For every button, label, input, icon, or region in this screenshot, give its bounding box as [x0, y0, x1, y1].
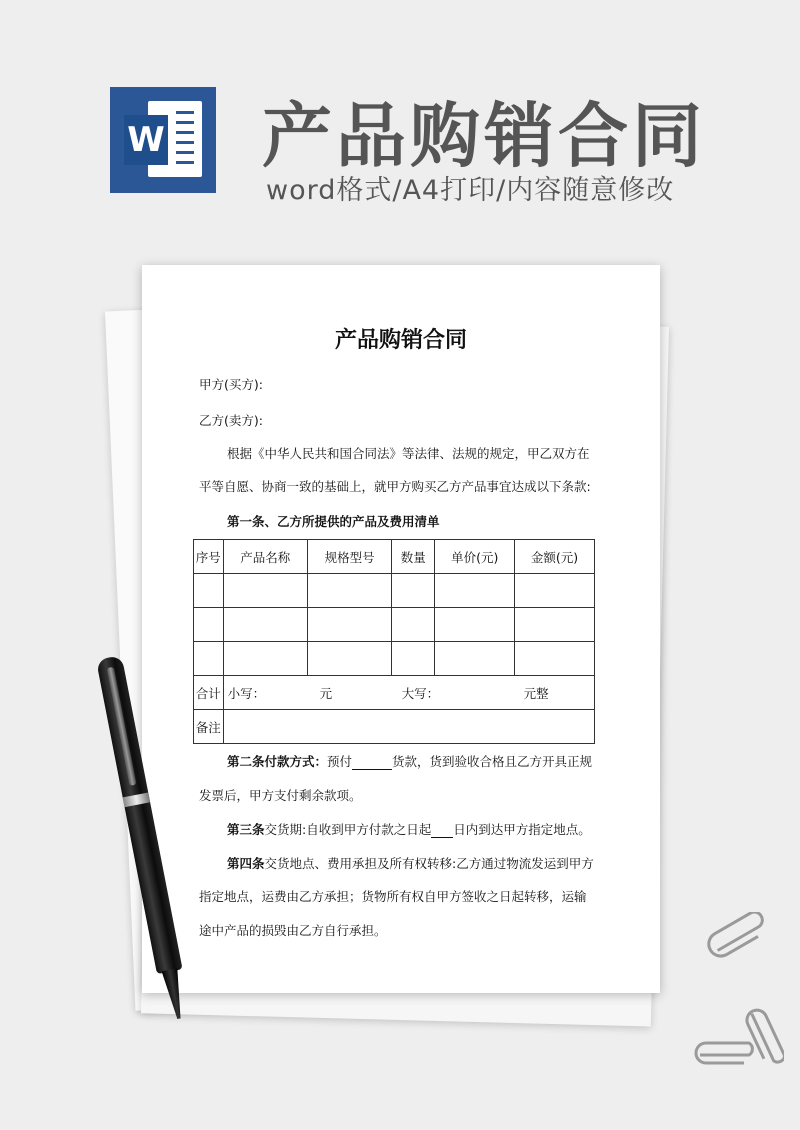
big-amount-label: 大写：	[401, 685, 440, 701]
table-header-cell: 产品名称	[223, 540, 307, 574]
table-header-cell: 金额(元)	[515, 540, 595, 574]
big-amount-unit: 元整	[523, 685, 549, 701]
total-label: 合计	[194, 676, 224, 710]
blank-line	[431, 822, 453, 838]
article-4-heading: 第四条	[227, 856, 265, 871]
product-table	[193, 539, 595, 744]
buyer-line: 甲方(买方):	[199, 377, 263, 392]
table-row	[194, 608, 595, 642]
article-4-line-3: 途中产品的损毁由乙方自行承担。	[199, 923, 387, 938]
contract-page	[142, 265, 660, 993]
intro-line-1: 根据《中华人民共和国合同法》等法律、法规的规定，甲乙双方在	[227, 446, 590, 461]
table-header-cell: 单价(元)	[435, 540, 515, 574]
blank-line	[352, 754, 392, 770]
page-title: 产品购销合同	[262, 95, 706, 177]
article-2-text-b: 货款，货到验收合格且乙方开具正规	[392, 754, 593, 769]
article-4-text: 交货地点、费用承担及所有权转移:乙方通过物流发运到甲方	[264, 856, 594, 871]
article-4-line-1	[227, 854, 594, 872]
word-letter-icon: W	[124, 115, 168, 165]
remark-cell	[223, 710, 594, 744]
total-row	[194, 676, 595, 710]
table-header-cell: 数量	[392, 540, 435, 574]
remark-label: 备注	[194, 710, 224, 744]
paperclip-icon	[744, 1005, 784, 1075]
intro-line-2: 平等自愿、协商一致的基础上，就甲方购买乙方产品事宜达成以下条款:	[199, 479, 591, 494]
contract-title: 产品购销合同	[334, 328, 467, 353]
seller-line: 乙方(卖方):	[199, 413, 263, 428]
article-3-text-a: 交货期:自收到甲方付款之日起	[264, 822, 432, 837]
word-logo	[110, 87, 216, 193]
table-header-row	[194, 540, 595, 574]
small-amount-label: 小写：	[227, 685, 266, 701]
page-subtitle: word格式/A4打印/内容随意修改	[266, 175, 675, 206]
table-row	[194, 642, 595, 676]
table-header-cell: 序号	[194, 540, 224, 574]
article-3-text-b: 日内到达甲方指定地点。	[453, 822, 591, 837]
article-2-text-a: 预付	[327, 754, 353, 769]
small-amount-unit: 元	[319, 685, 333, 701]
remark-row	[194, 710, 595, 744]
table-header-cell: 规格型号	[307, 540, 391, 574]
paperclip-icon	[706, 912, 776, 962]
article-2-line-2: 发票后，甲方支付剩余款项。	[199, 788, 362, 803]
article-3-line	[227, 820, 591, 838]
article-2-line-1	[227, 752, 592, 770]
article-3-heading: 第三条	[227, 822, 265, 837]
article-2-heading: 第二条付款方式：	[227, 754, 328, 769]
article-1-heading: 第一条、乙方所提供的产品及费用清单	[227, 514, 440, 529]
article-4-line-2: 指定地点，运费由乙方承担；货物所有权自甲方签收之日起转移，运输	[199, 889, 587, 904]
total-amount-cell	[223, 676, 594, 710]
table-row	[194, 574, 595, 608]
